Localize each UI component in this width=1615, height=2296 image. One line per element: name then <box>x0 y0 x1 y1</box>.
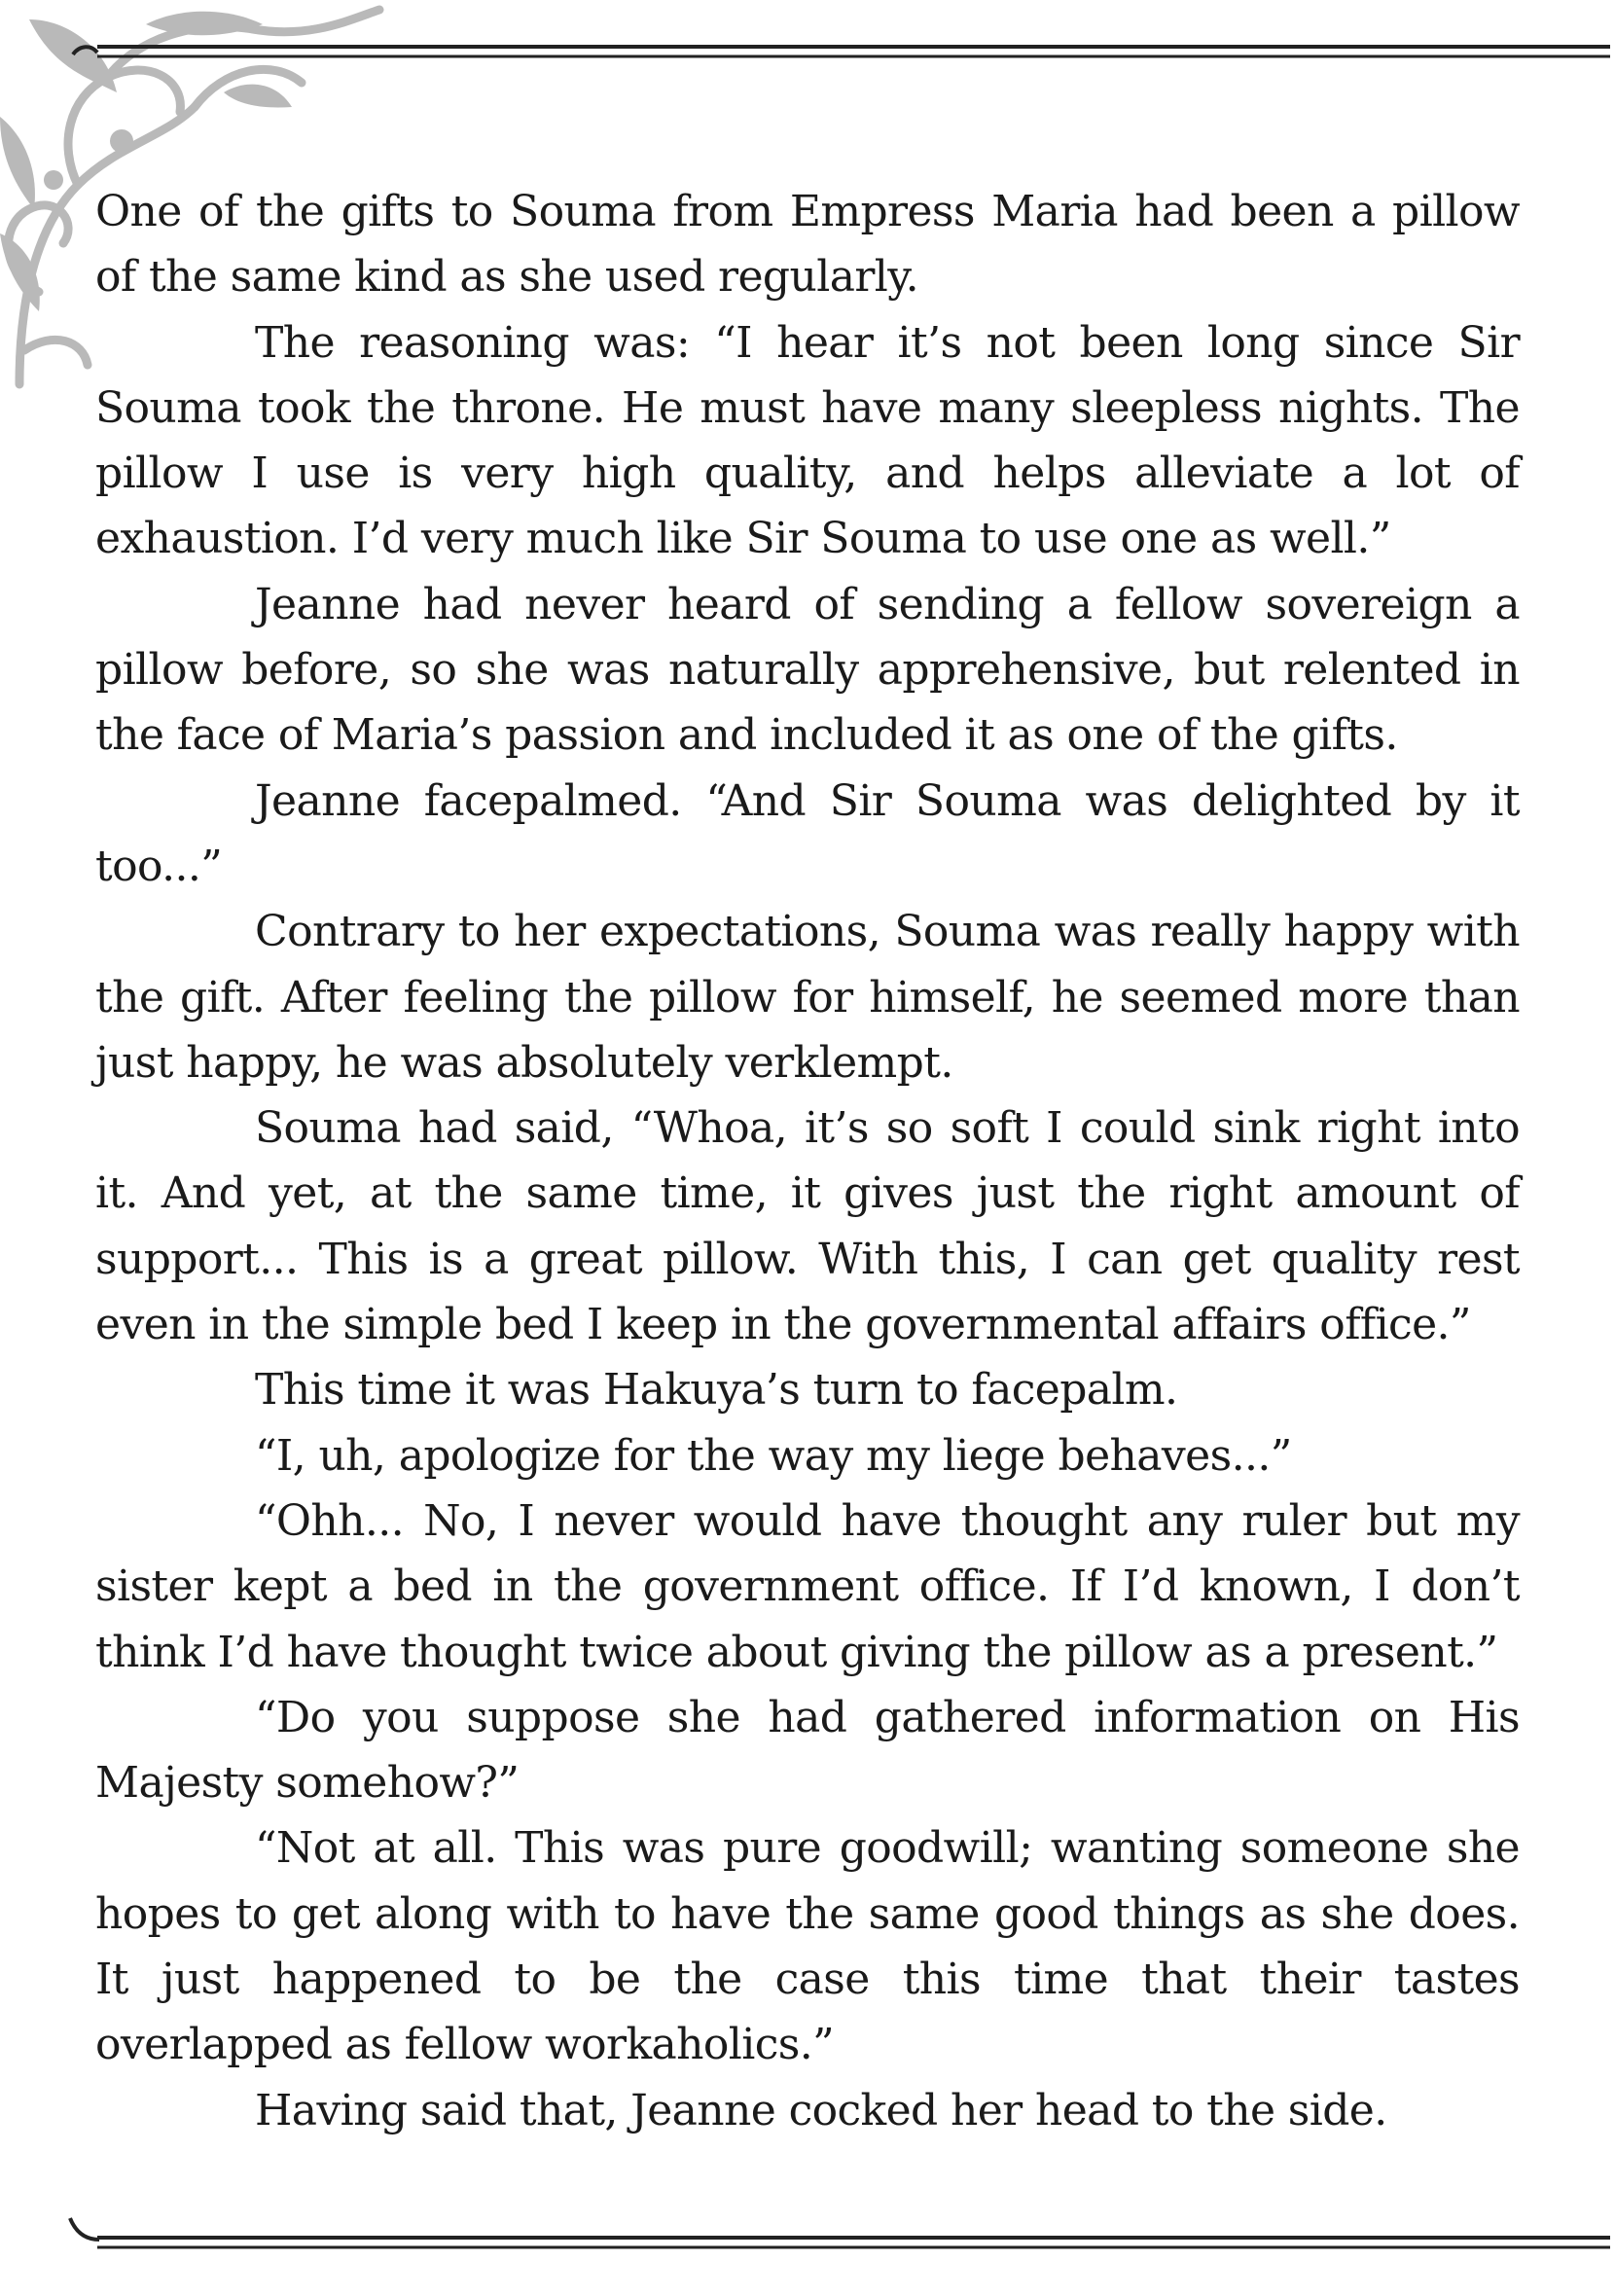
bottom-border-rule <box>68 2208 1615 2267</box>
top-border-rule <box>68 18 1615 66</box>
paragraph: “Not at all. This was pure goodwill; wanting someone she hopes to get along with to have the same good things as she does. It just happened to be the case this time that their tastes overlapped as fellow workaholics.” <box>95 1823 1520 2070</box>
paragraph: Having said that, Jeanne cocked her head to the side. <box>255 2085 1387 2135</box>
paragraph: Souma had said, “Whoa, it’s so soft I could sink right into it. And yet, at the same time, it gives just the right amount of support... This is a great pillow. With this, I can get quality rest even in the simple bed I keep in the governmental affairs office.” <box>95 1103 1520 1350</box>
paragraph: The reasoning was: “I hear it’s not been long since Sir Souma took the throne. He must have many sleepless nights. The pillow I use is very high quality, and helps alleviate a lot of exhaustion. I’d very much like Sir Souma to use one as well.” <box>95 317 1520 564</box>
paragraph: “Ohh... No, I never would have thought any ruler but my sister kept a bed in the government office. If I’d known, I don’t think I’d have thought twice about giving the pillow as a present.” <box>95 1495 1520 1677</box>
paragraph: Jeanne facepalmed. “And Sir Souma was delighted by it too...” <box>95 775 1520 891</box>
paragraph: Jeanne had never heard of sending a fellow sovereign a pillow before, so she was naturally apprehensive, but relented in the face of Maria’s passion and included it as one of the gifts. <box>95 579 1520 761</box>
paragraph: Contrary to her expectations, Souma was really happy with the gift. After feeling the pillow for himself, he seemed more than just happy, he was absolutely verklempt. <box>95 907 1520 1088</box>
paragraph: “Do you suppose she had gathered information on His Majesty somehow?” <box>95 1692 1520 1809</box>
paragraph: “I, uh, apologize for the way my liege behaves...” <box>255 1430 1292 1481</box>
body-text <box>95 179 1520 2143</box>
paragraph: One of the gifts to Souma from Empress Maria had been a pillow of the same kind as she used regularly. <box>95 187 1520 303</box>
paragraph: This time it was Hakuya’s turn to facepalm. <box>255 1365 1178 1416</box>
